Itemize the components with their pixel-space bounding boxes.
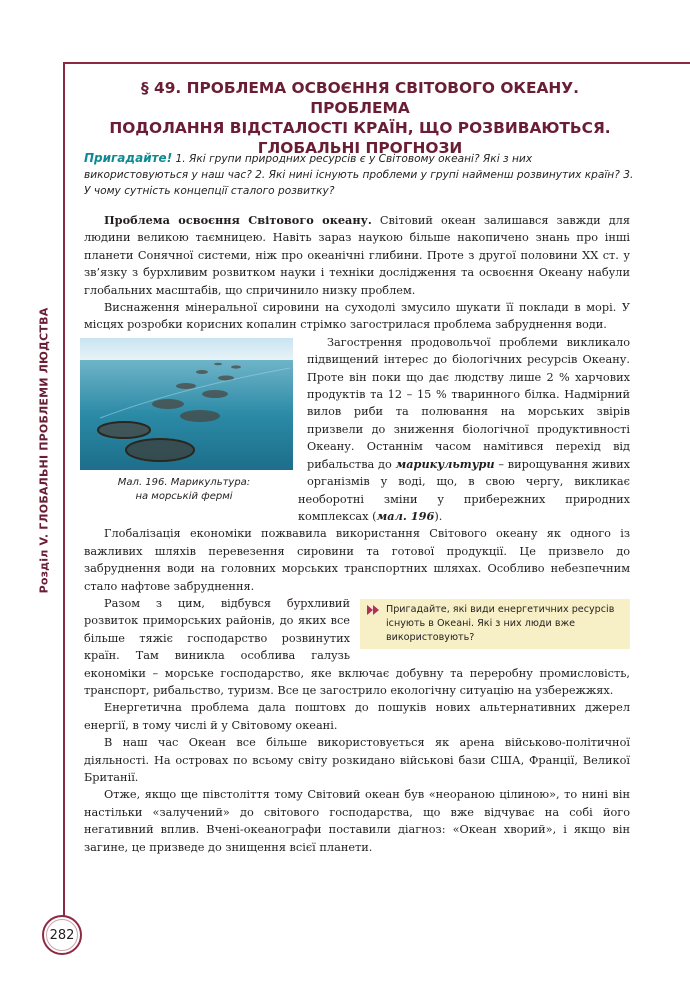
page-number-badge [42,915,82,955]
paragraph-1-heading: Проблема освоєння Світового океану. [104,213,372,227]
recall-text: 1. Які групи природних ресурсів є у Світовому океані? Які з них використовуються у наш час? 2. Які нині існують проблеми у групі найменш розвинутих країн? 3. У чому сутність концепції сталого розвитку? [84,153,634,197]
figure-caption-line-1: Мал. 196. Марикультура: [117,476,251,488]
section-side-label [34,280,54,620]
recall-questions [84,150,634,199]
main-text [84,212,630,856]
title-line-1: § 49. ПРОБЛЕМА ОСВОЄННЯ СВІТОВОГО ОКЕАНУ. ПРОБЛЕМА [140,79,580,117]
paragraph-5: Разом з цим, відбувся бурхливий розвиток приморських районів, до яких все більше тяжіє господарство розвинутих країн. Там виникла особлива галузь економіки – морське господарство, яке включає добувну та переробну промисловість, транспорт, рибальство, туризм. Все це загострило екологічну ситуацію на узбережжях. [84,596,630,697]
title-line-2: ПОДОЛАННЯ ВІДСТАЛОСТІ КРАЇН, ЩО РОЗВИВАЮТЬСЯ. [109,119,611,137]
figure-caption-line-2: на морській фермі [135,490,233,502]
paragraph-8: Отже, якщо ще півстоліття тому Світовий океан був «неораною цілиною», то нині він настільки «залучений» до світового господарства, що вже відчуває на собі його негативний вплив. Вчені-океанографи поставили діагноз: «Океан хворий», і якщо він загине, це призведе до знищення всієї планети. [84,788,630,854]
paragraph-4: Глобалізація економіки пожвавила використання Світового океану як одного із важливих шляхів перевезення сировини та готової продукції. Це призвело до забруднення води на головних морських транспортних шляхах. Особливо небезпечним стало нафтове забруднення. [84,527,630,593]
recall-callout [360,599,630,649]
marine-farm-photo [80,338,293,470]
paragraph-1-text: Світовий океан залишався завжди для людини великою таємницею. Навіть зараз наукою більше накопичено знань про інші планети Сонячної системи, ніж про океанічні глибини. Проте з другої половини XX ст. у зв’язку з бурхливим розвитком науки і техніки дослідження та освоєння Океану набули глобальних масштабів, що спричинило низку проблем. [84,214,630,297]
paragraph-3-end: ). [434,509,443,523]
page-frame-top [63,62,690,64]
mariculture-term: марикультури [395,456,495,471]
paragraph-3-start: Загострення продовольчої проблеми викликало підвищений інтерес до біологічних ресурсів Океану. Проте він поки що дає людству лише 2 % харчових продуктів та 12 – 15 % тваринного білка. Надмірний вилов риби та полювання на морських звірів призвели до зниження біологічної продуктивності Океану. Останнім часом намітився перехід від рибальства до [307,335,630,471]
title-line-3: ГЛОБАЛЬНІ ПРОГНОЗИ [257,139,463,157]
double-arrow-icon [366,603,382,617]
callout-text: Пригадайте, які види енергетичних ресурсів існують в Океані. Які з них люди вже використовують? [386,603,615,643]
figure-caption [84,476,284,504]
page-title [90,78,630,158]
paragraph-6: Енергетична проблема дала поштовх до пошуків нових альтернативних джерел енергії, в тому числі й у Світовому океані. [84,701,630,732]
marine-farm-image [80,338,293,470]
figure-reference: мал. 196 [376,508,435,523]
paragraph-2: Виснаження мінеральної сировини на суходолі змусило шукати її поклади в морі. У місцях розробки корисних копалин стрімко загострилася проблема забруднення води. [84,301,630,332]
page-frame-left [63,62,65,917]
paragraph-3-mid: – вирощування живих організмів у воді, що, в свою чергу, викликає необоротні зміни у прибережних природних комплексах ( [298,457,630,523]
side-label-text: Розділ V. ГЛОБАЛЬНІ ПРОБЛЕМИ ЛЮДСТВА [37,307,51,593]
paragraph-1 [84,212,630,299]
page-number: 282 [46,919,78,951]
paragraph-7: В наш час Океан все більше використовується як арена військово-політичної діяльності. На островах по всьому світу розкидано військові бази США, Франції, Великої Британії. [84,736,630,784]
recall-label: Пригадайте! [84,151,173,165]
